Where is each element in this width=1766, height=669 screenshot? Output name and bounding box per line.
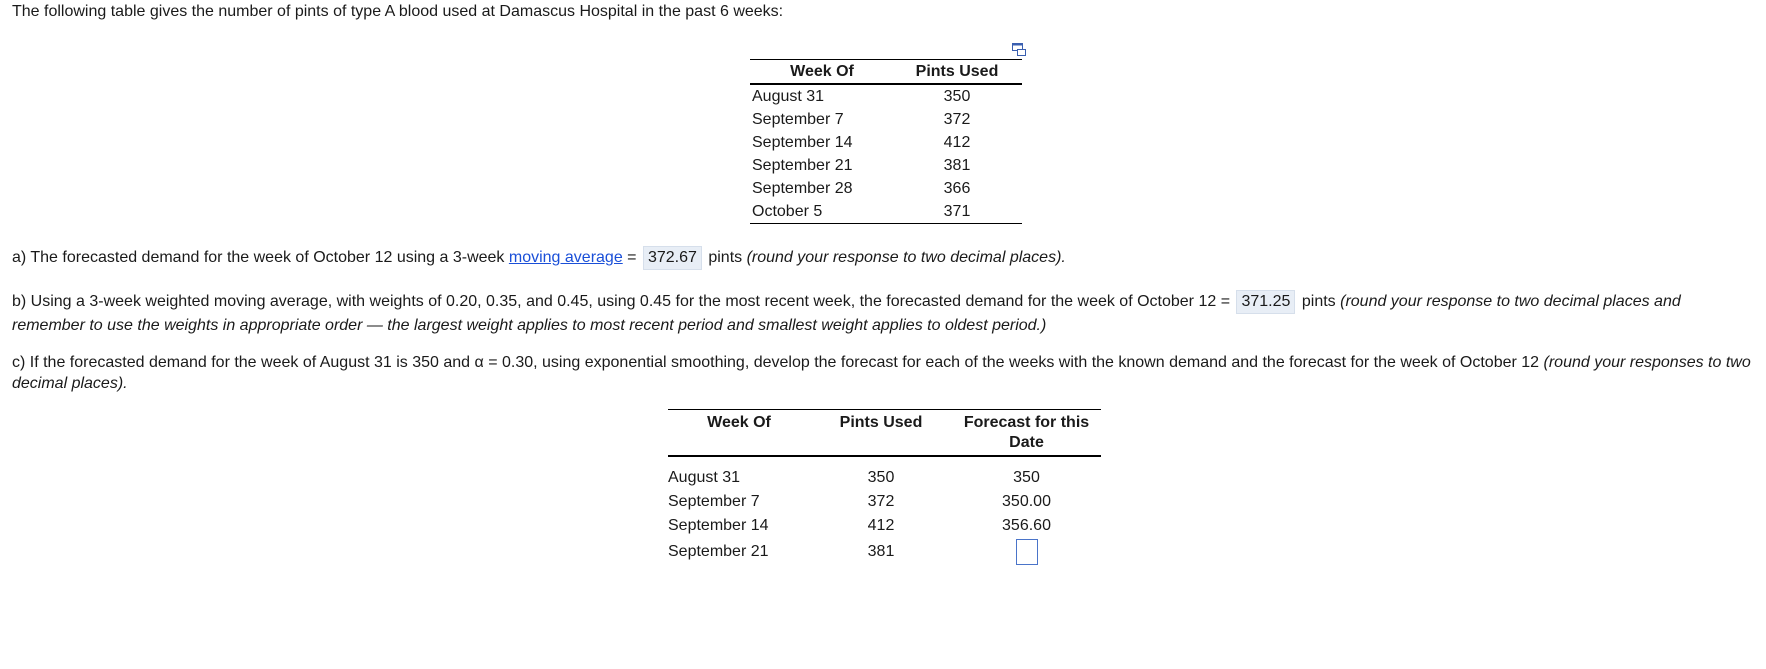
question-a [12, 246, 1752, 270]
exponential-smoothing-table [668, 409, 1101, 569]
forecast-cell: 356.60 [1002, 517, 1051, 534]
table-row [668, 487, 1101, 511]
blood-usage-table [750, 59, 1022, 224]
question-b-hint: (round your response to two decimal places and remember to use the weights in appropriate order — the largest weight applies to most recent period and smallest weight applies to oldest period.) [12, 293, 1681, 334]
pints-cell: 366 [943, 180, 971, 197]
question-c [12, 352, 1752, 394]
week-cell: September 7 [752, 111, 844, 128]
pints-cell: 350 [867, 469, 895, 486]
forecast-cell [952, 535, 1101, 569]
table-row [668, 535, 1101, 569]
week-cell: September 28 [752, 180, 853, 197]
header-week-of: Week Of [750, 60, 892, 85]
week-cell: August 31 [668, 469, 741, 486]
forecast-input-sept-21[interactable] [1016, 539, 1038, 565]
table-row [750, 200, 1022, 224]
pints-cell: 381 [867, 543, 895, 560]
header-week-of: Week Of [668, 410, 810, 457]
intro-text: The following table gives the number of pints of type A blood used at Damascus Hospital in the past 6 weeks: [12, 3, 784, 20]
pints-cell: 372 [943, 111, 971, 128]
week-cell: September 7 [668, 493, 760, 510]
answer-a-field[interactable]: 372.67 [643, 246, 702, 270]
pints-cell: 350 [943, 88, 971, 105]
header-pints-used: Pints Used [892, 60, 1022, 85]
pints-cell: 412 [867, 517, 895, 534]
table-row [668, 511, 1101, 535]
table-row [750, 131, 1022, 154]
question-a-prefix: a) The forecasted demand for the week of October 12 using a 3-week [12, 249, 509, 266]
pints-cell: 381 [943, 157, 971, 174]
question-c-prefix: c) If the forecasted demand for the week of August 31 is 350 and α = 0.30, using exponential smoothing, develop the forecast for each of the weeks with the known demand and the forecast for the week of October 12 [12, 354, 1544, 371]
question-a-units: pints [703, 249, 747, 266]
table-row [668, 456, 1101, 487]
week-cell: September 14 [668, 517, 769, 534]
pints-cell: 371 [892, 200, 1022, 224]
table-row [750, 177, 1022, 200]
header-forecast: Forecast for this Date [952, 410, 1101, 457]
question-b-prefix: b) Using a 3-week weighted moving average, with weights of 0.20, 0.35, and 0.45, using 0.45 for the most recent week, the forecasted demand for the week of October 12 = [12, 293, 1235, 310]
week-cell: September 14 [752, 134, 853, 151]
question-a-equals: = [622, 249, 641, 266]
week-cell: September 21 [752, 157, 853, 174]
moving-average-link[interactable]: moving average [508, 249, 623, 266]
question-b-units: pints [1297, 293, 1341, 310]
answer-b-field[interactable]: 371.25 [1236, 290, 1295, 314]
table-row [750, 84, 1022, 108]
table-row [750, 108, 1022, 131]
question-c-hint: (round your responses to two decimal places). [12, 354, 1751, 392]
copy-table-icon[interactable] [1012, 43, 1026, 56]
table-row [750, 154, 1022, 177]
header-pints-used: Pints Used [810, 410, 952, 457]
question-b [12, 290, 1752, 337]
pints-cell: 412 [943, 134, 971, 151]
week-cell: August 31 [752, 88, 825, 105]
question-a-hint: (round your response to two decimal places). [746, 249, 1066, 266]
week-cell: October 5 [750, 200, 892, 224]
forecast-cell: 350 [1013, 469, 1040, 486]
week-cell: September 21 [668, 543, 769, 560]
forecast-cell: 350.00 [1002, 493, 1051, 510]
pints-cell: 372 [867, 493, 895, 510]
